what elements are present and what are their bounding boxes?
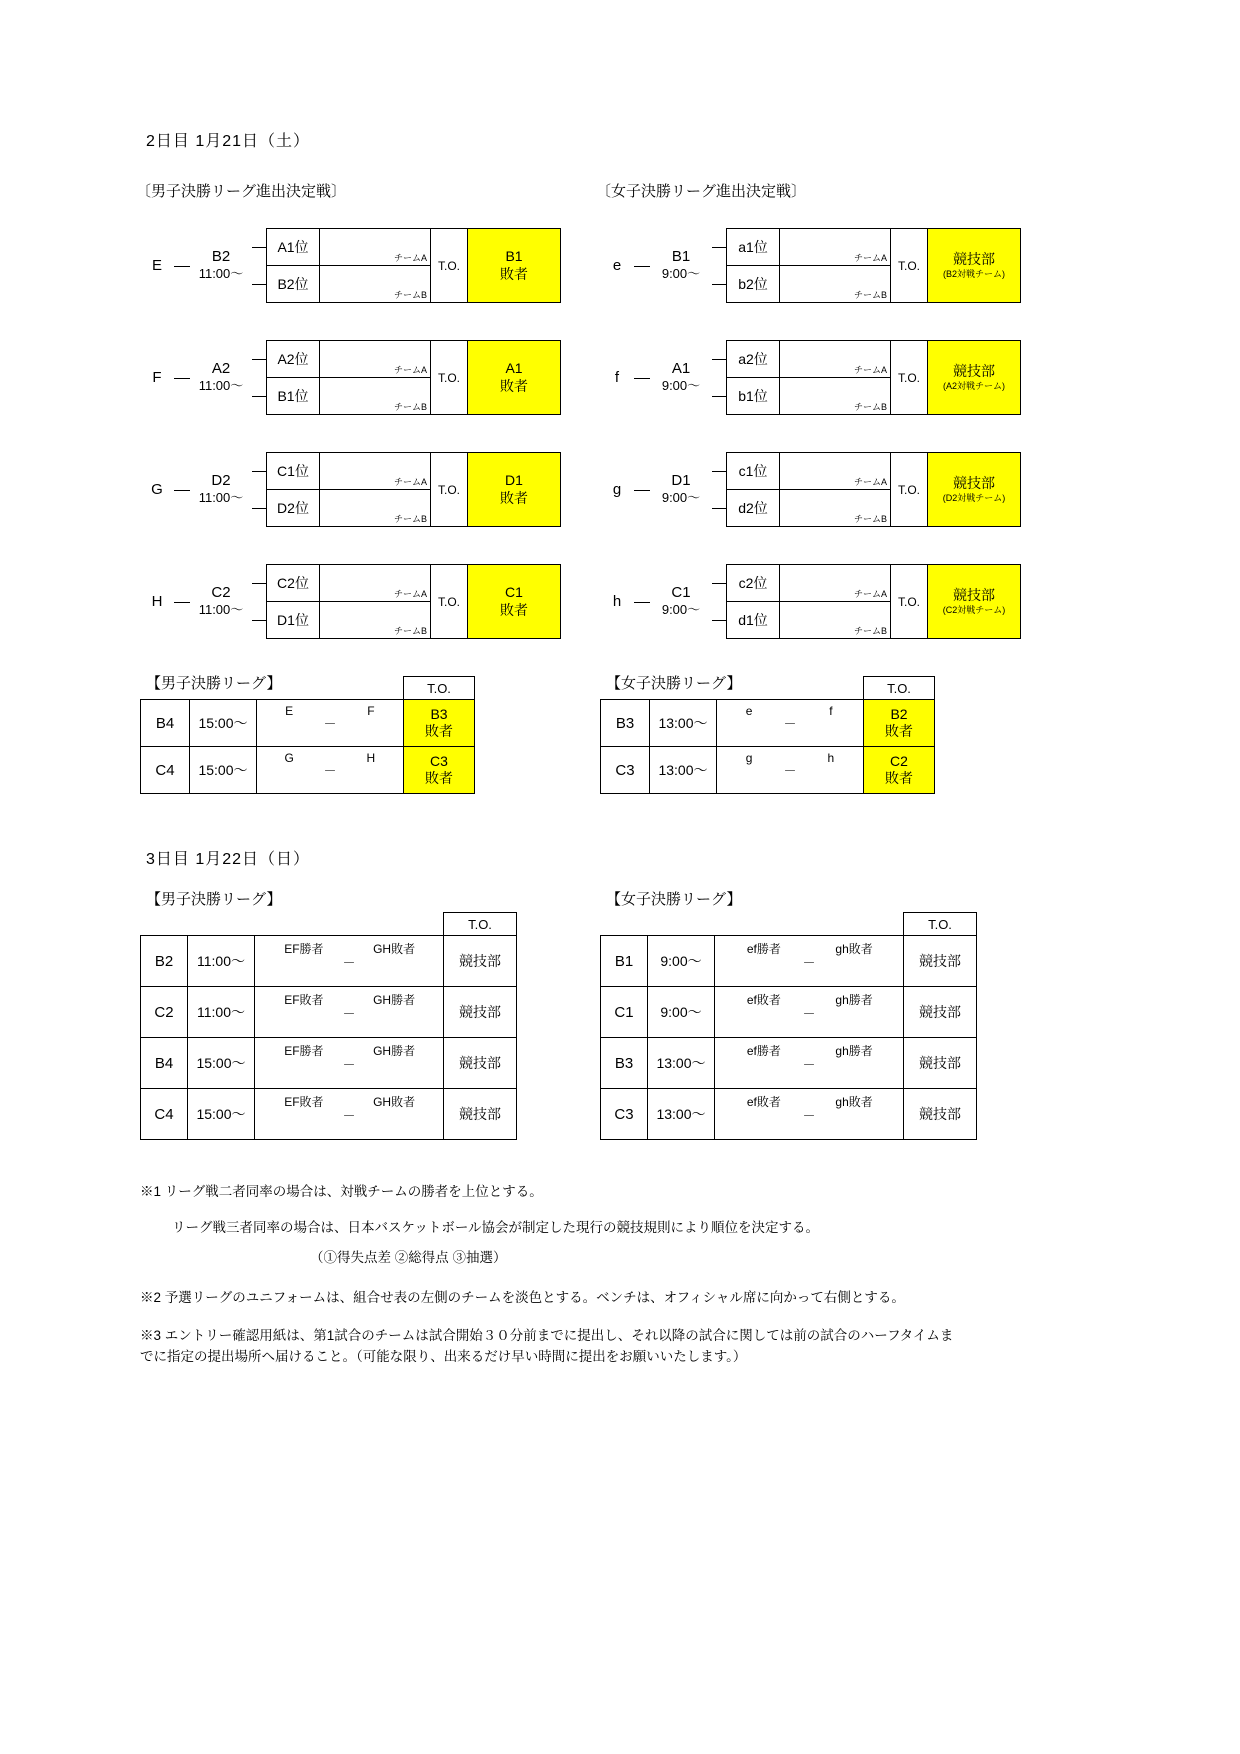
womens-qualifier-heading: 〔女子決勝リーグ進出決定戦〕	[596, 183, 807, 200]
result-main: 競技部	[953, 587, 995, 604]
womens-match-3-table	[726, 452, 1021, 527]
result-sub: 敗者	[885, 770, 913, 786]
womens-qualifier-match-2	[600, 340, 1021, 415]
to-header: T.O.	[444, 913, 517, 936]
day3-row-time: 15:00～	[188, 1038, 255, 1089]
result-main: 競技部	[953, 475, 995, 492]
team-b-cell	[780, 602, 891, 639]
note-1-line-2: リーグ戦三者同率の場合は、日本バスケットボール協会が制定した現行の競技規則により順位を決定する。	[172, 1220, 820, 1235]
seed-top: a2位	[727, 341, 780, 378]
to-cell: T.O.	[431, 229, 468, 303]
league-row-code: C4	[141, 747, 190, 794]
mens-qualifier-heading: 〔男子決勝リーグ進出決定戦〕	[136, 183, 347, 200]
match-right: GH勝者	[373, 1044, 416, 1058]
womens-match-1-group: B1 9:00～	[661, 248, 701, 281]
to-header: T.O.	[864, 677, 935, 700]
league-row-code: B4	[141, 700, 190, 747]
result-sub: (C2対戦チーム)	[942, 604, 1006, 615]
team-a-cell	[780, 453, 891, 490]
seed-top: A1位	[267, 229, 320, 266]
result-main: C2	[890, 753, 908, 770]
team-a-cell	[320, 229, 431, 266]
day3-row-to: 競技部	[904, 1038, 977, 1089]
mens-match-4-table	[266, 564, 561, 639]
day3-row-match	[255, 1038, 444, 1089]
team-a-cell	[780, 565, 891, 602]
team-b-label: チームB	[853, 402, 887, 412]
league-row-match	[257, 700, 404, 747]
match-right: gh敗者	[835, 942, 873, 956]
day3-row-code: B3	[601, 1038, 648, 1089]
day3-row-time: 9:00～	[648, 936, 715, 987]
mens-match-2-label: F	[152, 369, 162, 386]
day3-row-match	[255, 987, 444, 1038]
result-main: A1	[505, 360, 523, 376]
match-right: GH勝者	[373, 993, 416, 1007]
bracket-brace	[712, 228, 726, 303]
match-dash: －	[783, 763, 797, 779]
match-dash: －	[802, 1006, 816, 1022]
match-right: F	[367, 704, 375, 718]
match-right: H	[366, 751, 376, 765]
match-left: EF敗者	[284, 993, 324, 1007]
day3-row-time: 15:00～	[188, 1089, 255, 1140]
team-a-label: チームA	[393, 477, 427, 487]
result-sub: (A2対戦チーム)	[942, 380, 1005, 391]
bracket-brace	[712, 452, 726, 527]
result-cell	[928, 229, 1021, 303]
day2-mens-league-heading: 【男子決勝リーグ】	[146, 675, 282, 692]
team-a-cell	[780, 341, 891, 378]
match-left: ef敗者	[746, 1095, 781, 1109]
seed-top: A2位	[267, 341, 320, 378]
womens-match-1-table	[726, 228, 1021, 303]
day3-row-code: C4	[141, 1089, 188, 1140]
womens-qualifier-match-1	[600, 228, 1021, 303]
match-dash: －	[342, 1006, 356, 1022]
team-b-label: チームB	[393, 290, 427, 300]
league-row-time: 13:00～	[650, 747, 717, 794]
seed-top: c2位	[727, 565, 780, 602]
day3-row-to: 競技部	[444, 987, 517, 1038]
match-left: EF敗者	[284, 1095, 324, 1109]
league-row-time: 15:00～	[190, 747, 257, 794]
mens-qualifier-match-3	[140, 452, 561, 527]
league-row-match	[717, 747, 864, 794]
seed-bottom: d2位	[727, 490, 780, 527]
to-cell: T.O.	[431, 341, 468, 415]
mens-qualifier-match-4	[140, 564, 561, 639]
result-cell	[928, 341, 1021, 415]
womens-qualifier-match-3	[600, 452, 1021, 527]
team-b-cell	[780, 490, 891, 527]
connector-line	[634, 340, 650, 415]
result-main: C3	[430, 753, 448, 770]
day3-row-to: 競技部	[444, 936, 517, 987]
result-main: B1	[505, 248, 523, 264]
mens-match-3-label: G	[151, 481, 163, 498]
result-main: B2	[890, 706, 908, 723]
mens-match-1-group: B2 11:00～	[198, 248, 244, 281]
connector-line	[174, 228, 190, 303]
match-left: ef勝者	[746, 942, 781, 956]
seed-top: c1位	[727, 453, 780, 490]
league-row-code: B3	[601, 700, 650, 747]
mens-qualifier-match-1	[140, 228, 561, 303]
day3-row-time: 11:00～	[188, 936, 255, 987]
match-left: ef敗者	[746, 993, 781, 1007]
to-cell: T.O.	[431, 453, 468, 527]
seed-bottom: b2位	[727, 266, 780, 303]
to-cell: T.O.	[431, 565, 468, 639]
note-1-line-3: （①得失点差 ②総得点 ③抽選）	[310, 1250, 507, 1265]
bracket-brace	[712, 340, 726, 415]
mens-match-1-label: E	[151, 257, 162, 274]
result-cell	[928, 565, 1021, 639]
connector-line	[174, 340, 190, 415]
day2-womens-league-table	[600, 676, 935, 794]
league-row-result	[864, 747, 935, 794]
league-row-result	[404, 747, 475, 794]
result-sub: 敗者	[885, 723, 913, 739]
mens-qualifier-match-2	[140, 340, 561, 415]
league-row-match	[717, 700, 864, 747]
mens-match-4-group: C2 11:00～	[198, 584, 244, 617]
result-sub: 敗者	[425, 770, 453, 786]
womens-match-2-label: f	[614, 369, 620, 386]
day3-womens-league-heading: 【女子決勝リーグ】	[606, 891, 742, 908]
result-main: B3	[430, 706, 448, 723]
team-a-label: チームA	[853, 477, 887, 487]
result-cell	[468, 565, 561, 639]
match-right: GH敗者	[373, 942, 416, 956]
match-right: h	[827, 751, 835, 765]
team-b-cell	[320, 378, 431, 415]
match-left: EF勝者	[284, 1044, 324, 1058]
league-row-match	[257, 747, 404, 794]
team-b-cell	[780, 266, 891, 303]
day3-row-time: 9:00～	[648, 987, 715, 1038]
day3-row-code: C2	[141, 987, 188, 1038]
day3-row-time: 13:00～	[648, 1038, 715, 1089]
bracket-brace	[252, 564, 266, 639]
result-cell	[928, 453, 1021, 527]
match-left: g	[745, 751, 753, 765]
bracket-brace	[712, 564, 726, 639]
day2-mens-league-table	[140, 676, 475, 794]
league-row-code: C3	[601, 747, 650, 794]
connector-line	[174, 564, 190, 639]
bracket-brace	[252, 452, 266, 527]
seed-bottom: B2位	[267, 266, 320, 303]
match-right: GH敗者	[373, 1095, 416, 1109]
day3-title: 3日目 1月22日（日）	[146, 851, 311, 868]
seed-bottom: D2位	[267, 490, 320, 527]
to-header: T.O.	[904, 913, 977, 936]
day2-womens-league-heading: 【女子決勝リーグ】	[606, 675, 742, 692]
day3-row-to: 競技部	[904, 936, 977, 987]
team-b-cell	[320, 266, 431, 303]
result-sub: 敗者	[500, 265, 528, 282]
day3-row-code: C1	[601, 987, 648, 1038]
match-right: gh勝者	[835, 1044, 873, 1058]
match-left: e	[745, 704, 753, 718]
match-dash: －	[342, 955, 356, 971]
match-dash: －	[342, 1108, 356, 1124]
day3-row-code: C3	[601, 1089, 648, 1140]
connector-line	[634, 452, 650, 527]
day3-row-match	[715, 987, 904, 1038]
team-a-label: チームA	[393, 253, 427, 263]
connector-line	[634, 564, 650, 639]
to-cell: T.O.	[891, 341, 928, 415]
league-row-time: 15:00～	[190, 700, 257, 747]
note-2: ※2 予選リーグのユニフォームは、組合せ表の左側のチームを淡色とする。ベンチは、オフィシャル席に向かって右側とする。	[140, 1290, 905, 1305]
day3-row-match	[715, 936, 904, 987]
team-b-label: チームB	[393, 626, 427, 636]
league-row-result	[404, 700, 475, 747]
team-b-cell	[780, 378, 891, 415]
result-main: C1	[505, 584, 523, 600]
team-a-label: チームA	[853, 589, 887, 599]
mens-match-2-table	[266, 340, 561, 415]
match-left: EF勝者	[284, 942, 324, 956]
result-cell	[468, 341, 561, 415]
result-sub: 敗者	[500, 377, 528, 394]
match-dash: －	[783, 716, 797, 732]
match-dash: －	[323, 716, 337, 732]
match-dash: －	[342, 1057, 356, 1073]
team-b-cell	[320, 602, 431, 639]
womens-match-1-label: e	[612, 257, 622, 274]
team-b-label: チームB	[393, 402, 427, 412]
to-cell: T.O.	[891, 453, 928, 527]
connector-line	[634, 228, 650, 303]
womens-match-2-table	[726, 340, 1021, 415]
team-b-label: チームB	[853, 290, 887, 300]
day3-row-code: B4	[141, 1038, 188, 1089]
team-b-label: チームB	[393, 514, 427, 524]
day3-row-to: 競技部	[904, 987, 977, 1038]
team-a-label: チームA	[393, 365, 427, 375]
womens-match-4-table	[726, 564, 1021, 639]
mens-match-3-table	[266, 452, 561, 527]
team-a-cell	[320, 341, 431, 378]
result-cell	[468, 453, 561, 527]
result-main: 競技部	[953, 363, 995, 380]
day3-row-match	[715, 1038, 904, 1089]
to-cell: T.O.	[891, 229, 928, 303]
day3-row-to: 競技部	[904, 1089, 977, 1140]
league-row-time: 13:00～	[650, 700, 717, 747]
team-a-label: チームA	[853, 253, 887, 263]
result-sub: 敗者	[425, 723, 453, 739]
to-header: T.O.	[404, 677, 475, 700]
team-a-cell	[780, 229, 891, 266]
match-dash: －	[802, 1108, 816, 1124]
seed-top: a1位	[727, 229, 780, 266]
match-dash: －	[323, 763, 337, 779]
seed-top: C2位	[267, 565, 320, 602]
team-a-label: チームA	[853, 365, 887, 375]
womens-match-2-group: A1 9:00～	[661, 360, 701, 393]
seed-bottom: D1位	[267, 602, 320, 639]
team-b-label: チームB	[853, 626, 887, 636]
result-main: D1	[505, 472, 523, 488]
team-a-cell	[320, 565, 431, 602]
note-3: ※3 エントリー確認用紙は、第1試合のチームは試合開始３０分前までに提出し、それ以降の試合に関しては前の試合のハーフタイムまでに指定の提出場所へ届けること。（可能な限り、出来るだけ早い時間に提出をお願いいたします。）	[140, 1328, 954, 1364]
day3-mens-table	[140, 912, 517, 1140]
mens-match-1-table	[266, 228, 561, 303]
day3-row-match	[715, 1089, 904, 1140]
day3-row-to: 競技部	[444, 1038, 517, 1089]
seed-bottom: d1位	[727, 602, 780, 639]
womens-match-4-label: h	[612, 593, 622, 610]
day3-womens-table	[600, 912, 977, 1140]
day3-mens-league-heading: 【男子決勝リーグ】	[146, 891, 282, 908]
match-left: E	[285, 704, 294, 718]
day3-row-match	[255, 936, 444, 987]
result-sub: 敗者	[500, 489, 528, 506]
connector-line	[174, 452, 190, 527]
result-cell	[468, 229, 561, 303]
team-a-label: チームA	[393, 589, 427, 599]
day3-row-to: 競技部	[444, 1089, 517, 1140]
match-right: gh敗者	[835, 1095, 873, 1109]
womens-match-4-group: C1 9:00～	[661, 584, 701, 617]
team-a-cell	[320, 453, 431, 490]
match-right: f	[829, 704, 833, 718]
day3-row-time: 13:00～	[648, 1089, 715, 1140]
mens-match-4-label: H	[151, 593, 163, 610]
result-sub: (D2対戦チーム)	[942, 492, 1006, 503]
seed-bottom: B1位	[267, 378, 320, 415]
match-left: G	[284, 751, 294, 765]
team-b-label: チームB	[853, 514, 887, 524]
result-main: 競技部	[953, 251, 995, 268]
match-dash: －	[802, 955, 816, 971]
match-dash: －	[802, 1057, 816, 1073]
seed-bottom: b1位	[727, 378, 780, 415]
bracket-brace	[252, 228, 266, 303]
to-cell: T.O.	[891, 565, 928, 639]
result-sub: 敗者	[500, 601, 528, 618]
seed-top: C1位	[267, 453, 320, 490]
league-row-result	[864, 700, 935, 747]
bracket-brace	[252, 340, 266, 415]
womens-match-3-group: D1 9:00～	[661, 472, 701, 505]
day3-row-match	[255, 1089, 444, 1140]
mens-match-2-group: A2 11:00～	[198, 360, 244, 393]
day2-title: 2日目 1月21日（土）	[146, 133, 311, 150]
day3-row-time: 11:00～	[188, 987, 255, 1038]
womens-qualifier-match-4	[600, 564, 1021, 639]
match-right: gh勝者	[835, 993, 873, 1007]
womens-match-3-label: g	[612, 481, 622, 498]
note-1-line-1: ※1 リーグ戦二者同率の場合は、対戦チームの勝者を上位とする。	[140, 1184, 543, 1199]
day3-row-code: B2	[141, 936, 188, 987]
team-b-cell	[320, 490, 431, 527]
day3-row-code: B1	[601, 936, 648, 987]
result-sub: (B2対戦チーム)	[942, 268, 1005, 279]
mens-match-3-group: D2 11:00～	[198, 472, 244, 505]
match-left: ef勝者	[746, 1044, 781, 1058]
